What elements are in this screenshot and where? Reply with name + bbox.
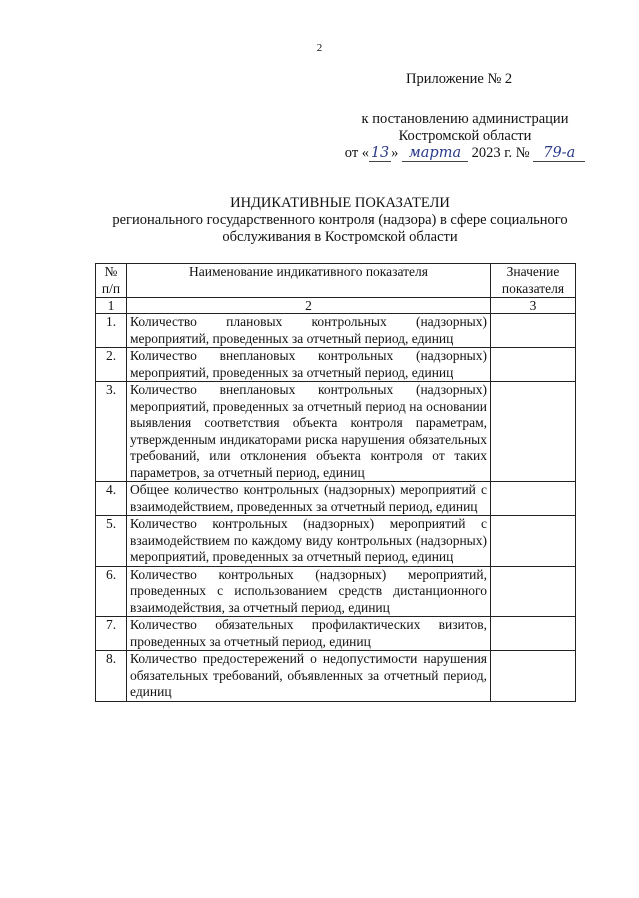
decree-from-label: от « [344,145,370,161]
decree-date-line [330,145,600,162]
row-number: 3. [96,382,127,482]
row-indicator-name: Общее количество контрольных (надзорных) мероприятий с взаимодействием, проведенных за отчетный период, единиц [127,482,491,516]
table-row [96,651,576,702]
column-number-1: 1 [96,298,127,314]
row-number: 1. [96,314,127,348]
row-indicator-value [491,382,576,482]
row-number: 2. [96,348,127,382]
document-subtitle: регионального государственного контроля (надзора) в сфере социального обслуживания в Костромской области [112,212,568,245]
column-number-3: 3 [491,298,576,314]
row-number: 8. [96,651,127,702]
table-column-number-row [96,298,576,314]
row-indicator-value [491,617,576,651]
row-indicator-name: Количество внеплановых контрольных (надзорных) мероприятий, проведенных за отчетный период на основании выявления соответствия объекта контроля параметрам, утвержденным индикаторами риска нарушения обязательных требований, или отклонения объекта контроля от таких параметров, за отчетный период, единиц [127,382,491,482]
row-number: 6. [96,566,127,617]
decree-line-1: к постановлению администрации [361,111,569,127]
row-indicator-value [491,482,576,516]
row-indicator-name: Количество контрольных (надзорных) мероприятий с взаимодействием по каждому виду контрольных (надзорных) мероприятий, проведенных за отчетный период, единиц [127,516,491,567]
decree-line-2: Костромской области [398,128,532,144]
table-header-row [96,264,576,298]
table-row [96,314,576,348]
row-indicator-value [491,314,576,348]
row-number: 7. [96,617,127,651]
row-indicator-name: Количество предостережений о недопустимости нарушения обязательных требований, объявленных за отчетный период, единиц [127,651,491,702]
table-row [96,617,576,651]
decree-reference [330,111,600,162]
decree-after-day: » [391,145,399,161]
row-indicator-name: Количество контрольных (надзорных) мероприятий, проведенных с использованием средств дистанционного взаимодействия, за отчетный период, единиц [127,566,491,617]
appendix-title: Приложение № 2 [406,71,513,87]
row-number: 5. [96,516,127,567]
row-indicator-name: Количество обязательных профилактических визитов, проведенных за отчетный период, единиц [127,617,491,651]
row-indicator-name: Количество внеплановых контрольных (надзорных) мероприятий, проведенных за отчетный период, единиц [127,348,491,382]
row-indicator-value [491,516,576,567]
column-number-2: 2 [127,298,491,314]
header-indicator-name: Наименование индикативного показателя [127,264,491,298]
document-title: ИНДИКАТИВНЫЕ ПОКАЗАТЕЛИ [230,195,450,211]
decree-number: 79-а [533,146,585,162]
row-number: 4. [96,482,127,516]
document-heading [80,195,600,246]
table-row [96,482,576,516]
table-row [96,348,576,382]
decree-year-label: 2023 г. № [471,145,530,161]
table-row [96,516,576,567]
page-number: 2 [316,42,323,54]
indicators-table [95,263,576,702]
row-indicator-value [491,566,576,617]
header-indicator-value: Значение показателя [491,264,576,298]
header-number: № п/п [96,264,127,298]
table-row [96,566,576,617]
row-indicator-value [491,651,576,702]
decree-day: 13 [370,145,390,161]
row-indicator-value [491,348,576,382]
decree-month: марта [402,146,468,162]
table-row [96,382,576,482]
row-indicator-name: Количество плановых контрольных (надзорных) мероприятий, проведенных за отчетный период, единиц [127,314,491,348]
